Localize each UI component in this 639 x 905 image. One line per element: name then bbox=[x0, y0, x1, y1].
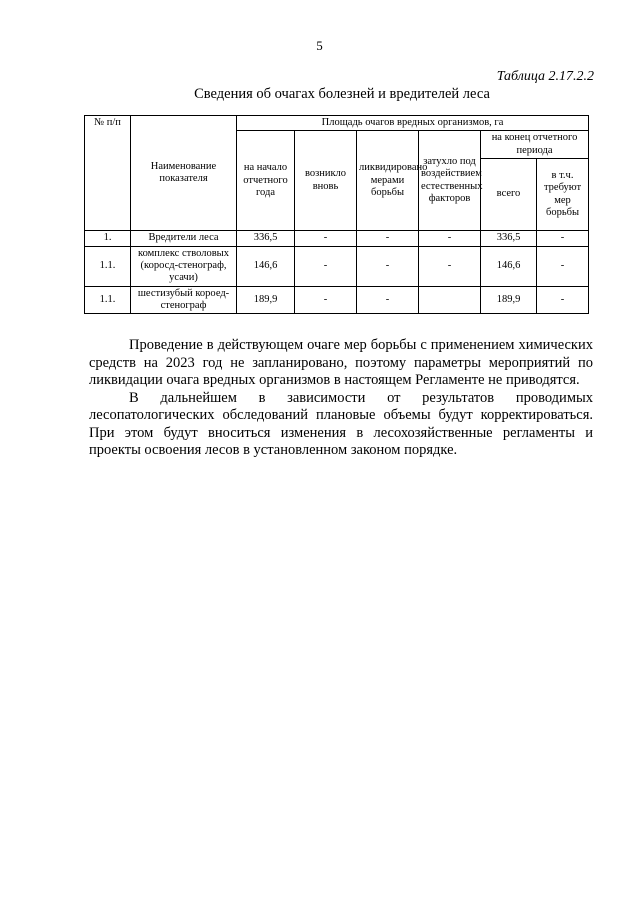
header-natural: затухло под воздействием естественных факторов bbox=[419, 131, 481, 231]
table-row bbox=[85, 286, 589, 314]
cell-num: 1.1. bbox=[85, 246, 131, 286]
table-title: Сведения об очагах болезней и вредителей леса bbox=[194, 86, 490, 102]
table-row bbox=[85, 246, 589, 286]
header-needs: в т.ч. требуют мер борьбы bbox=[537, 159, 589, 231]
cell-natural bbox=[419, 286, 481, 314]
cell-natural: - bbox=[419, 246, 481, 286]
cell-start: 189,9 bbox=[237, 286, 295, 314]
header-liquidated: ликвидировано мерами борьбы bbox=[357, 131, 419, 231]
cell-new: - bbox=[295, 231, 357, 246]
cell-start: 336,5 bbox=[237, 231, 295, 246]
table-row bbox=[85, 231, 589, 246]
cell-liquidated: - bbox=[357, 286, 419, 314]
cell-total: 336,5 bbox=[481, 231, 537, 246]
cell-new: - bbox=[295, 246, 357, 286]
body-text bbox=[89, 337, 593, 460]
pest-foci-table bbox=[84, 115, 589, 314]
header-total: всего bbox=[481, 159, 537, 231]
header-area-group: Площадь очагов вредных организмов, га bbox=[237, 116, 589, 131]
cell-needs: - bbox=[537, 231, 589, 246]
header-num: № п/п bbox=[85, 116, 131, 231]
paragraph: В дальнейшем в зависимости от результатов проводимых лесопатологических обследований плановые объемы будут корректироваться. При этом будут вноситься изменения в лесохозяйственные регламенты и проекты освоения лесов в установленном законом порядке. bbox=[89, 389, 593, 458]
cell-liquidated: - bbox=[357, 231, 419, 246]
header-end-group: на конец отчетного периода bbox=[481, 131, 589, 159]
cell-num: 1. bbox=[85, 231, 131, 246]
cell-num: 1.1. bbox=[85, 286, 131, 314]
page-number: 5 bbox=[316, 38, 323, 53]
cell-total: 146,6 bbox=[481, 246, 537, 286]
cell-new: - bbox=[295, 286, 357, 314]
cell-name: Вредители леса bbox=[131, 231, 237, 246]
cell-needs: - bbox=[537, 286, 589, 314]
cell-name: шестизубый короед-стенограф bbox=[131, 286, 237, 314]
header-new: возникло вновь bbox=[295, 131, 357, 231]
cell-needs: - bbox=[537, 246, 589, 286]
header-start: на начало отчетного года bbox=[237, 131, 295, 231]
cell-start: 146,6 bbox=[237, 246, 295, 286]
header-name: Наименование показателя bbox=[131, 116, 237, 231]
cell-name: комплекс стволовых (коросд-стенограф, усачи) bbox=[131, 246, 237, 286]
cell-natural: - bbox=[419, 231, 481, 246]
cell-total: 189,9 bbox=[481, 286, 537, 314]
table-id: Таблица 2.17.2.2 bbox=[496, 69, 594, 84]
cell-liquidated: - bbox=[357, 246, 419, 286]
paragraph: Проведение в действующем очаге мер борьбы с применением химических средств на 2023 год не запланировано, поэтому параметры мероприятий по ликвидации очага вредных организмов в настоящем Регламенте не приводятся. bbox=[89, 337, 593, 388]
